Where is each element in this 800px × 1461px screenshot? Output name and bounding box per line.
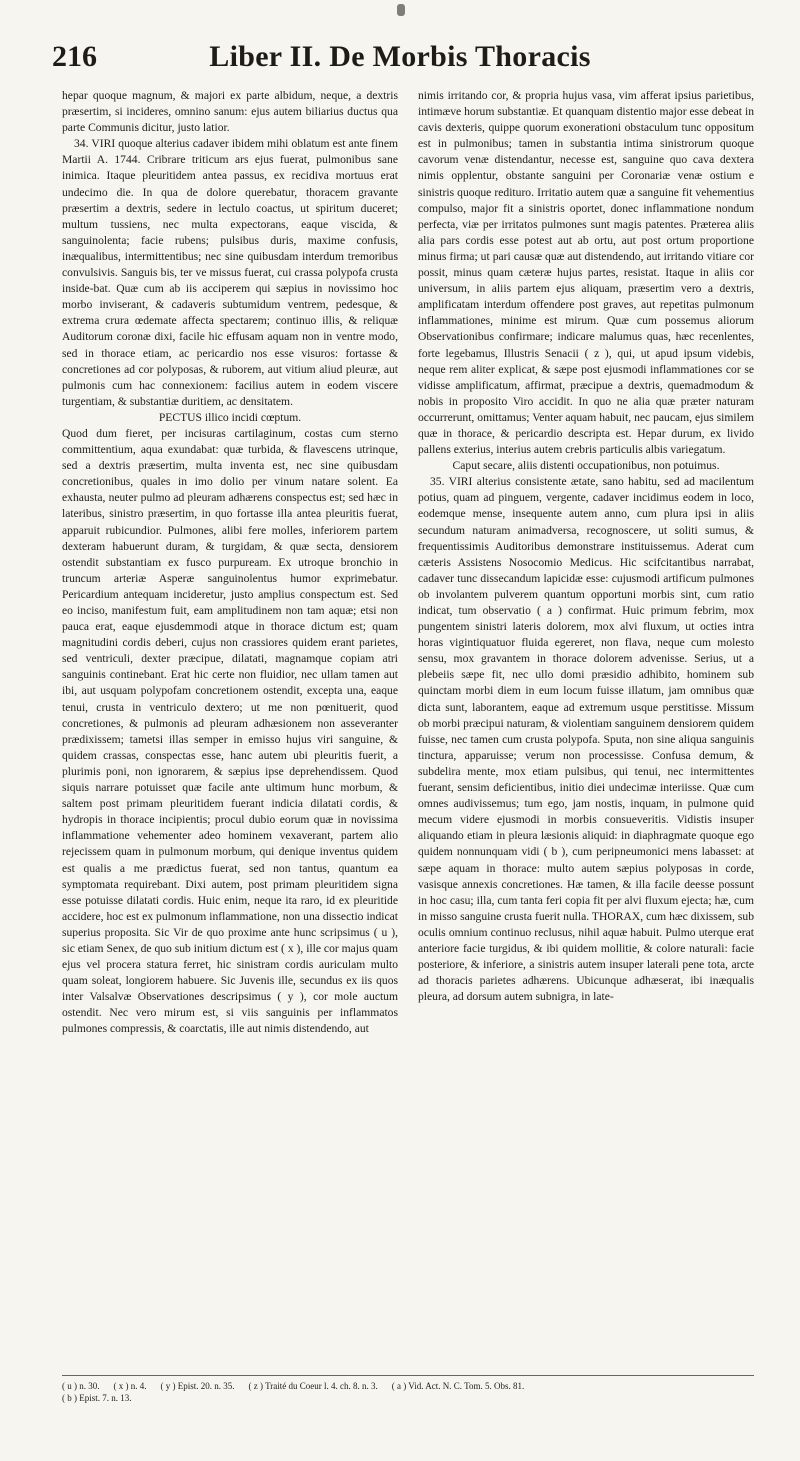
page-edge-mark: [397, 4, 405, 16]
right-column: [418, 88, 754, 1360]
left-column: [62, 88, 398, 1360]
running-header: [0, 40, 800, 76]
footnotes: [62, 1380, 762, 1404]
running-title: Liber II. De Morbis Thoracis: [209, 40, 591, 73]
footnote: ( z ) Traité du Coeur l. 4. ch. 8. n. 3.: [248, 1381, 378, 1391]
footnote: ( a ) Vid. Act. N. C. Tom. 5. Obs. 81.: [391, 1381, 525, 1391]
page-number: 216: [52, 40, 97, 73]
footnote: ( y ) Epist. 20. n. 35.: [160, 1381, 235, 1391]
text-columns: [62, 88, 754, 1360]
footnote: ( u ) n. 30.: [62, 1381, 100, 1391]
footnote: ( x ) n. 4.: [113, 1381, 147, 1391]
footnote-rule: [62, 1375, 754, 1376]
footnote-row: [62, 1392, 762, 1404]
paragraph: PECTUS illico incidi cœptum.: [158, 410, 302, 424]
paragraph: Quod dum fieret, per incisuras cartilaginum, costas cum sterno committentium, aqua exundabat: quæ turbida, & flavescens utrinque, sed a dextris præsertim, multa inventa est, nec sine quibusdam concretionibus, quales in imo dolio per vinum natare solent. Ea exhausta, neuter pulmo ad pleuram adhærens conspectus est; sed hæc in lateribus, sinistro præsertim, in quo fortasse illa antea pleuritis fuerat, apparuit rubicundior. Pulmones, alibi fere molles, inferiorem partem dexteram habuerunt duram, & turgidam, & quæ secta, densiorem ostendit substantiam ex fusco purpuream. Ex utroque bronchio in truncum arteriæ Asperæ sanguinolentus humor exprimebatur. Pericardium antequam incideretur, justo amplius conspectum est. Sed eo inciso, manifestum fuit, eam amplitudinem non tam aquæ; etsi non pauca erat, eaque ejusdemmodi atque in thorace dictum est; quam magnitudini cordis deberi, cujus non crassiores quidem erant parietes, sed ventriculi, dexter præcipue, dilatati, magnamque copiam atri sanguinis continebant. Erat hic certe non fluidior, nec ullam tamen aut ibi, aut usquam polypofam concretionem ostendit, excepta una, eaque tenui, crusta in ventriculo dextero; ut me non pœnituerit, quod concretiones, & pulmonis ad pleuram adhæsionem non asseveranter prædixissem; tametsi illas semper in emisso hujus viri sanguine, & quidem crassas, conspectas esse, hanc autem ubi pleuritis fuerit, a plurimis poni, non ignorarem, & sæpius ipse deprehendissem. Quod siquis narrare potuisset quæ facile ante ultimum hunc morbum, & saltem post primam pleuritidem fuerant indicia dilatati cordis, & hydropis in thorace incipientis; procul dubio eorum quæ in novissima inflammatione vehementer adeo hominem vexaverant, partem alio rejecissem quam in pulmonum morbum, qui denique inventus quidem est qualis a me prædictus fuerat, sed non tantus, quantum ea symptomata requirebant. Dixi autem, post primam pleuritidem signa esse potuisse dilatati cordis. Huic enim, neque ita raro, id ex pleuritide accidere, hoc est ex pulmonum inflammatione, non una dissectio indicat superius proposita. Sic Vir de quo proxime ante hunc scripsimus ( u ), sic etiam Senex, de quo sub initium dictum est ( x ), ille cor majus quam ejus vel procera statura ferret, hic sinistram cordis auriculam multo quam soleat, longiorem habuere. Sic Juvenis ille, secundus ex iis quos inter Valsalvæ Observationes descripsimus ( y ), cor mole auctum ostendit. Nec vero mirum est, si viis sanguinis per inflammatos pulmones compressis, & coarctatis, ille aut nimis distendendo, aut: [62, 426, 398, 1036]
paragraph: 35. VIRI alterius consistente ætate, sano habitu, sed ad macilentum potius, quam ad pinguem, vergente, cadaver incidimus eodem in loco, eodemque mense, insequente autem anno, cum plura ipsi in aliis secundum naturam animadversa, recognoscere, ut soliti sumus, & frequentissimis Auditoribus demonstrare instituissemus. Aderat cum cæteris Assistens Nosocomio Medicus. Hic scifcitantibus narrabat, cadaver tunc dissecandum lapicidæ esse: cujusmodi artificum pulmones ob involantem pulverem quantum opportuni morbis sint, cum ratio indicat, tum observatio ( a ) confirmat. Huic primum febrim, mox pungentem sinistri lateris dolorem, mox alvi fluxum, ut octies intra horas vigintiquatuor fluida egereret, non flava, neque cum molesto sensu, mox gravantem in thorace dolorem advenisse. Serius, ut a plebeiis sæpe fit, nec ullo domi præsidio adhibito, hominem sub quinctam morbi diem in eum locum fuisse illatum, jam omnibus quæ dicta sunt, laborantem, eaque ad extremum usque perstitisse. Missum ob morbi præcipui naturam, & violentiam sanguinem densiorem quidem fuisse, nec tamen cum crusta polypofa. Sputa, non sine aliqua sanguinis tinctura, apparuisse; verum non processisse. Confusa demum, & subdelira mente, mox etiam pulsibus, qui tenui, nec intermittentes fuerant, sensim deficientibus, initio diei undecimæ interiisse. Quæ cum omnes audivissemus; tum ego, jam nostis, inquam, in pulmone quid mecum videre ejusmodi in morbis consueveritis. Vidistis insuper aliquando etiam in pleura læsionis aliquid: in diaphragmate quoque ego quidem nonnunquam vidi ( b ), cum peripneumonici mens labasset: at sæpe aquam in thorace: multo autem sæpius polyposas in corde, vasisque annexis concretiones. Hæ tamen, & illa facile deesse possunt in hoc casu; illa, cum tanta feri copia fit per alvi fluxum ejecta; hæ, cum in misso sanguine crusta fuerit nulla. THORAX, cum hæc dixissem, sub oculis omnium continuo reclusus, nihil aquæ habuit. Pulmo uterque erat anteriore facie turgidus, & ibi quidem mollitie, & colore naturali: facie posteriore, & inferiore, a sinistris autem insuper laterali pene tota, arcte ad thoracis parietes adhærens. Ubicunque adhæserat, ibi inæqualis pleura, ad dorsum autem subnigra, in late-: [418, 475, 754, 1004]
footnote: ( b ) Epist. 7. n. 13.: [62, 1393, 132, 1403]
paragraph: Caput secare, aliis distenti occupationibus, non potuimus.: [452, 459, 720, 473]
paragraph: nimis irritando cor, & propria hujus vasa, vim afferat ipsius parietibus, intimæve horum substantiæ. Et quanquam distentio major esse debeat in cavis dexteris, quippe quorum exonerationi obstaculum tunc oppositum est in pulmonibus; tamen in substantia intima sinistrorum quoque cavorum venæ distendantur, necesse est, sanguine quo cava dextera nimis opplentur, obstante sanguini per Coronariæ venæ ostium e sinistris quoque redituro. Irritatio autem quæ a sanguine fit vehementius compulso, major fit a sinistris oportet, donec inflammatione nondum perfecta, viæ per irritatos pulmones sunt magis patentes. Præterea aliis alia pars cordis esse potest aut ab ortu, aut post ortum proportione minus firma; ut pari causæ quæ aut distendendo, aut irritando vitiare cor possit, minus quam cæteræ hujus partes, resistat. Itaque in aliis cor universum, in aliis partem ejus aliquam, præsertim vero a dextris, amplificatam interdum offendere post graves, aut repetitas pulmonum inflammationes, minime est mirum. Quæ cum possemus aliorum Observationibus confirmare; indicare malumus quas, hæc recenlentes, forte legebamus, Illustris Senacii ( z ), qui, ut apud ipsum videbis, neque rem aliter explicat, & sæpe post ejusmodi inflammationes cor se vidisse amplificatum, affirmat, præcipue a dextris, quemadmodum & nobis in proposito Viro accidit. In quo ne alia quæ præter naturam occurrerunt, omittamus; Venter aquam habuit, nec paucam, ejus similem quæ in thorace, & pericardio descripta est. Hepar durum, ex livido pallens exterius, interius autem crebris particulis albis variegatum.: [418, 89, 754, 457]
paragraph: hepar quoque magnum, & majori ex parte albidum, neque, a dextris præsertim, si incideres, omnino sanum: ejus autem biliarius ductus qua parte Communis dicitur, justo latior.: [62, 89, 398, 135]
paragraph: 34. VIRI quoque alterius cadaver ibidem mihi oblatum est ante finem Martii A. 1744. Cribrare triticum ars ejus fuerat, pulmonibus sane inimica. Itaque pleuritidem antea passus, ex recidiva mortuus erat undecimo die. In qua de dolore querebatur, thoracem gravante præsertim a dextris, sedere in lectulo coactus, ut spiritum duceret; multum tussiens, nec multa expectorans, eaque viscida, & sanguinolenta; facie rubens; pulsibus duris, maxime confusis, inæqualibus, intermittentibus; nec sine quibusdam interdum tremoribus convulsivis. Sanguis bis, ter ve missus fuerat, cui crassa polypofa crusta inside-bat. Quæ cum ab iis acciperem qui sæpius in novissimo hoc morbo inviserant, & cadaveris subtumidum ventrem, pedesque, & extrema crura œdemate affecta spectarem; continuo illis, & reliquæ Auditorum coronæ dixi, facile hic effusam aquam non in ventre modo, sed in thorace etiam, ac pericardio nos esse visuros: fortasse & concretiones ad cor polyposas, & ruborem, aut vitium aliud pleuræ, aut pulmonis cum hac connexionem: facilius autem in eodem viscere turgentiam, & substantiæ duritiem, ac densitatem.: [62, 137, 398, 408]
footnote-row: [62, 1380, 762, 1392]
